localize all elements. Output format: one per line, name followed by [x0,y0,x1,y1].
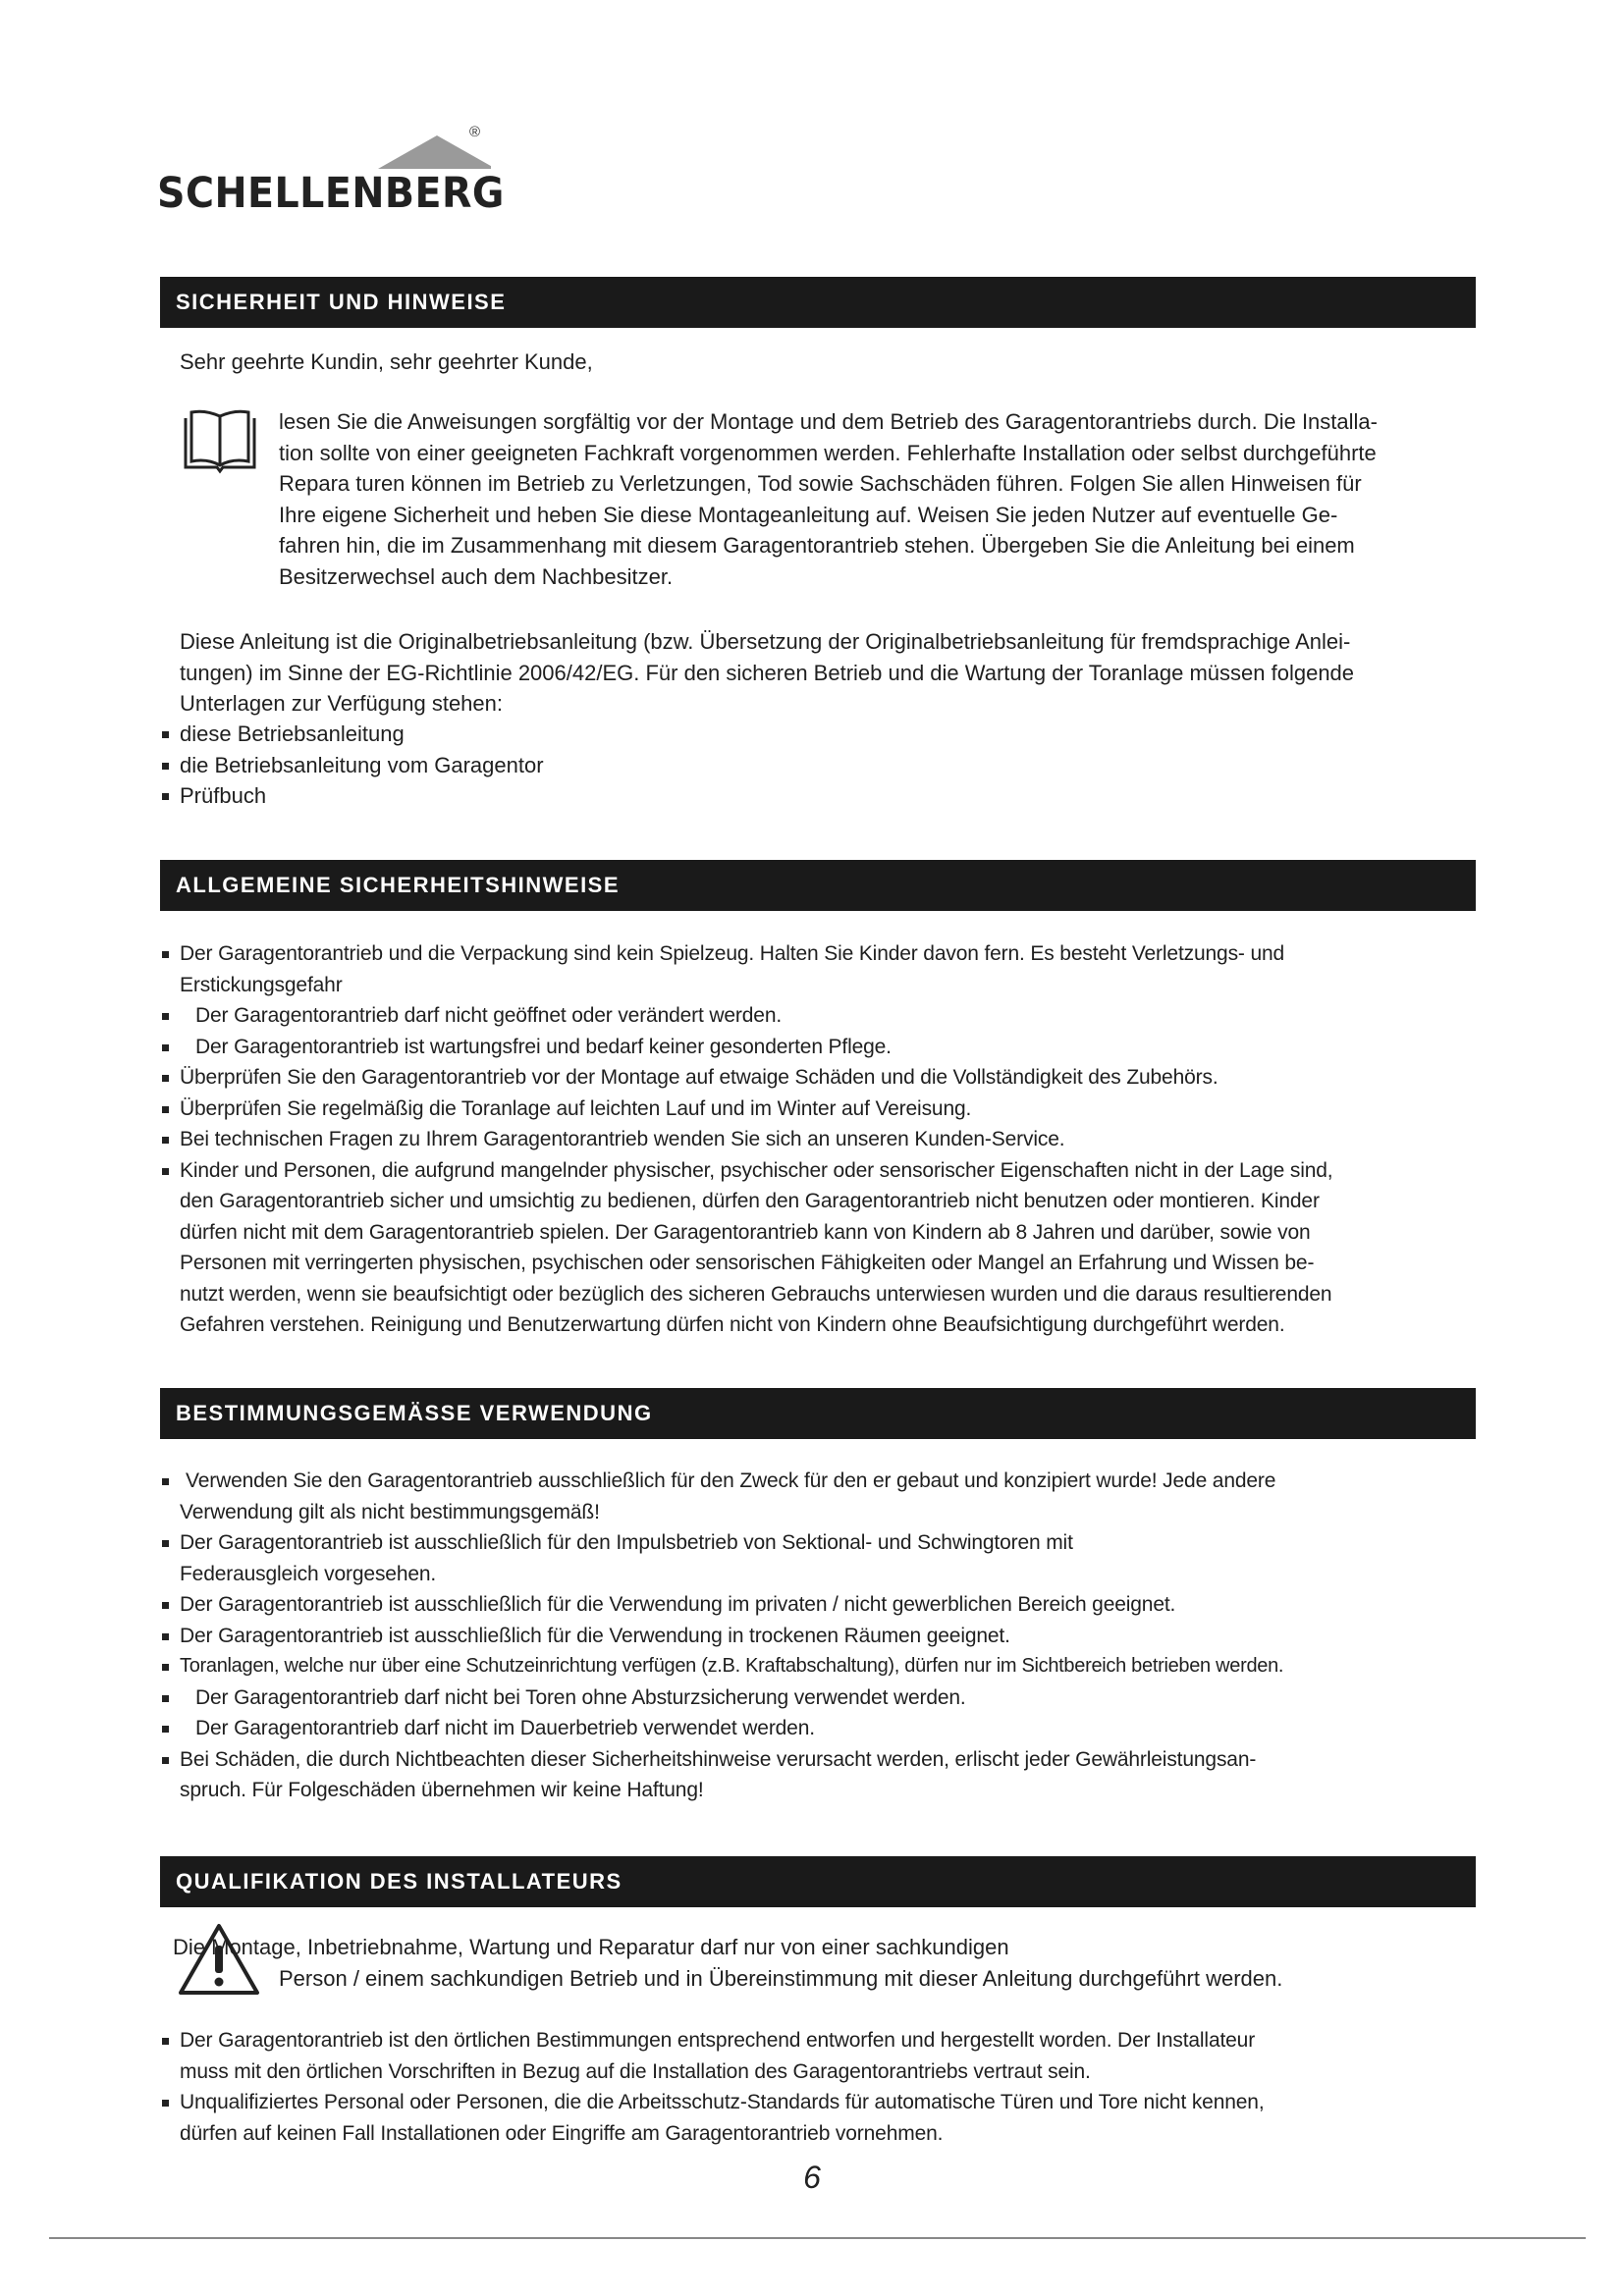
general-safety-list [160,938,1476,1341]
list-item: Überprüfen Sie regelmäßig die Toranlage auf leichten Lauf und im Winter auf Vereisung. [160,1094,1476,1125]
list-item: Der Garagentorantrieb ist ausschließlich für die Verwendung in trockenen Räumen geeignet. [160,1621,1476,1652]
greeting: Sehr geehrte Kundin, sehr geehrter Kunde, [180,349,593,374]
bullet-icon [162,1478,169,1485]
list-item: Kinder und Personen, die aufgrund mangelnder physischer, psychischer oder sensorischer Eigenschaften nicht in der Lage sind, den Garagentorantrieb sicher und umsichtig zu bedienen, dürfen den Garagentorantrieb nicht benutzen oder montieren. Kinder dürfen nicht mit dem Garagentorantrieb spielen. Der Garagentorantrieb kann von Kindern ab 8 Jahren und darüber, sowie von Personen mit verringerten physischen, psychischen oder sensorischen Fähigkeiten oder Mangel an Erfahrung und Wissen be- nutzt werden, wenn sie beaufsichtigt oder bezüglich des sicheren Gebrauchs unterwiesen wurden und die daraus resultierenden Gefahren verstehen. Reinigung und Benutzerwartung dürfen nicht von Kindern ohne Beaufsichtigung durchgeführt werden. [160,1155,1476,1341]
section-header-allgemeine: ALLGEMEINE SICHERHEITSHINWEISE [160,860,1476,911]
bullet-icon [162,1137,169,1144]
list-item: Unqualifiziertes Personal oder Personen, die die Arbeitsschutz-Standards für automatische Türen und Tore nicht kennen, dürfen auf keinen Fall Installationen oder Eingriffe am Garagentorantrieb vornehmen. [160,2087,1476,2149]
warning-note-line: Person / einem sachkundigen Betrieb und in Übereinstimmung mit dieser Anleitung durchgeführt werden. [279,1965,1283,1991]
book-note-line: Ihre eigene Sicherheit und heben Sie diese Montageanleitung auf. Weisen Sie jeden Nutzer auf eventuelle Ge- [279,502,1338,527]
list-item: Der Garagentorantrieb und die Verpackung sind kein Spielzeug. Halten Sie Kinder davon fern. Es besteht Verletzungs- und Erstickungsgefahr [160,938,1476,1000]
list-item: Der Garagentorantrieb ist den örtlichen Bestimmungen entsprechend entworfen und hergestellt worden. Der Installateur muss mit den örtlichen Vorschriften in Bezug auf die Installation des Garagentorantriebs vertraut sein. [160,2025,1476,2087]
warning-note [173,1932,1479,1994]
intro-paragraph [180,626,1486,720]
page-number: 6 [803,2160,821,2195]
qualification-list [160,2025,1476,2149]
bullet-icon [162,1726,169,1733]
brand-logo [157,124,505,224]
list-item: Toranlagen, welche nur über eine Schutzeinrichtung verfügen (z.B. Kraftabschaltung), dürfen nur im Sichtbereich betrieben werden. [160,1651,1476,1682]
book-note-line: Repara turen können im Betrieb zu Verletzungen, Tod sowie Sachschäden führen. Folgen Sie allen Hinweisen für [279,471,1362,496]
intro-line: Diese Anleitung ist die Originalbetriebsanleitung (bzw. Übersetzung der Originalbetriebsanleitung für fremdsprachige Anlei- [180,629,1351,654]
bullet-icon [162,731,169,738]
bullet-icon [162,1168,169,1175]
book-note-line: fahren hin, die im Zusammenhang mit diesem Garagentorantrieb stehen. Übergeben Sie die Anleitung bei einem [279,533,1355,558]
list-item: Der Garagentorantrieb darf nicht bei Toren ohne Absturzsicherung verwendet werden. [160,1682,1476,1714]
book-note-line: lesen Sie die Anweisungen sorgfältig vor der Montage und dem Betrieb des Garagentorantriebs durch. Die Installa- [279,409,1378,434]
warning-note-line: Die Montage, Inbetriebnahme, Wartung und Reparatur darf nur von einer sachkundigen [173,1935,1009,1959]
bullet-icon [162,1633,169,1640]
bullet-icon [162,763,169,770]
section-header-qualifikation: QUALIFIKATION DES INSTALLATEURS [160,1856,1476,1907]
bullet-icon [162,1757,169,1764]
footer-divider [49,2237,1586,2239]
list-item: Der Garagentorantrieb ist ausschließlich für den Impulsbetrieb von Sektional- und Schwingtoren mit Federausgleich vorgesehen. [160,1527,1476,1589]
list-item: Der Garagentorantrieb darf nicht im Dauerbetrieb verwendet werden. [160,1713,1476,1744]
list-item: diese Betriebsanleitung [160,719,1476,750]
bullet-icon [162,1013,169,1020]
list-item: Verwenden Sie den Garagentorantrieb ausschließlich für den Zweck für den er gebaut und konzipiert wurde! Jede andere Verwendung gilt als nicht bestimmungsgemäß! [160,1466,1476,1527]
book-note-line: tion sollte von einer geeigneten Fachkraft vorgenommen werden. Fehlerhafte Installation oder selbst durchgeführte [279,440,1377,465]
bullet-icon [162,2038,169,2045]
section-header-bestimmung: BESTIMMUNGSGEMÄSSE VERWENDUNG [160,1388,1476,1439]
book-note [279,406,1487,592]
bullet-icon [162,1664,169,1671]
document-list [160,719,1476,812]
list-item: Der Garagentorantrieb ist wartungsfrei und bedarf keiner gesonderten Pflege. [160,1032,1476,1063]
list-item: die Betriebsanleitung vom Garagentor [160,750,1476,781]
bullet-icon [162,1106,169,1113]
bullet-icon [162,1695,169,1702]
logo-roof-icon [157,126,491,175]
section-header-sicherheit: SICHERHEIT UND HINWEISE [160,277,1476,328]
list-item: Bei technischen Fragen zu Ihrem Garagentorantrieb wenden Sie sich an unseren Kunden-Service. [160,1124,1476,1155]
bullet-icon [162,1075,169,1082]
list-item: Bei Schäden, die durch Nichtbeachten dieser Sicherheitshinweise verursacht werden, erlischt jeder Gewährleistungsan- spruch. Für Folgeschäden übernehmen wir keine Haftung! [160,1744,1476,1806]
bullet-icon [162,1044,169,1051]
book-icon [180,404,260,475]
bullet-icon [162,2100,169,2107]
bullet-icon [162,1540,169,1547]
list-item: Der Garagentorantrieb darf nicht geöffnet oder verändert werden. [160,1000,1476,1032]
list-item: Prüfbuch [160,780,1476,812]
intro-line: tungen) im Sinne der EG-Richtlinie 2006/42/EG. Für den sicheren Betrieb und die Wartung der Toranlage müssen folgende [180,660,1355,685]
intro-line: Unterlagen zur Verfügung stehen: [180,691,504,716]
intended-use-list [160,1466,1476,1806]
bullet-icon [162,793,169,800]
bullet-icon [162,1602,169,1609]
list-item: Überprüfen Sie den Garagentorantrieb vor der Montage auf etwaige Schäden und die Vollständigkeit des Zubehörs. [160,1062,1476,1094]
brand-wordmark: SCHELLENBERG [157,169,505,218]
registered-mark: ® [469,124,481,140]
bullet-icon [162,951,169,958]
list-item: Der Garagentorantrieb ist ausschließlich für die Verwendung im privaten / nicht gewerblichen Bereich geeignet. [160,1589,1476,1621]
book-note-line: Besitzerwechsel auch dem Nachbesitzer. [279,563,674,589]
